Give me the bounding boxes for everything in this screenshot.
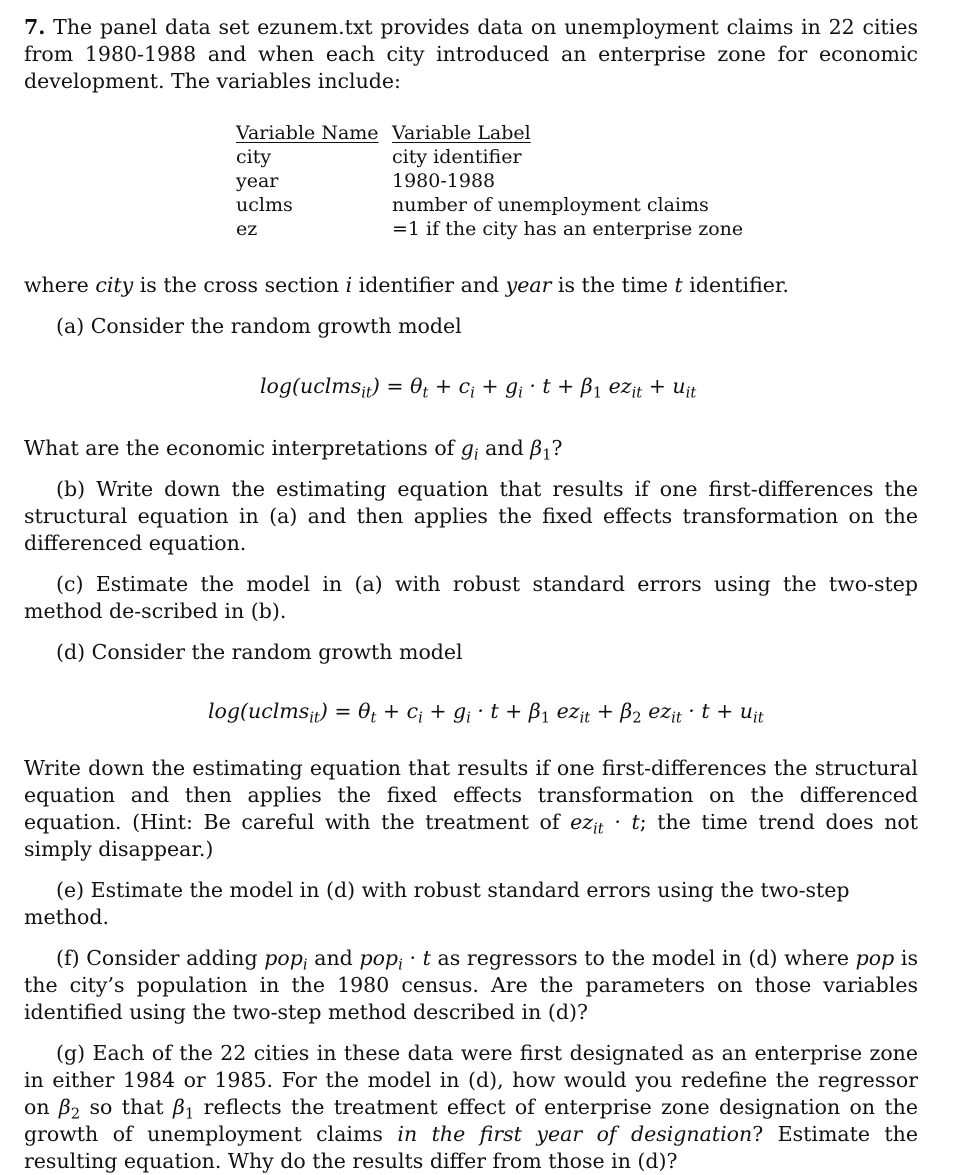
part-f-text: (f) Consider adding pop$_i$ and pop$_i$ · t as regressors to the model in (d) where pop is the city’s population in the 1980 census. Are the parameters on those variables identified using the two-step method described in (d)? — [24, 946, 919, 1024]
variable-label-cell: number of unemployment claims — [392, 194, 709, 216]
part-c-text: (c) Estimate the model in (a) with robust standard errors using the two-step method de-scribed in (b). — [24, 572, 918, 623]
part-e-text: (e) Estimate the model in (d) with robust standard errors using the two-step method. — [24, 878, 850, 929]
intro-paragraph — [24, 14, 918, 95]
variables-table-header — [236, 121, 743, 145]
table-row — [236, 169, 743, 193]
equation-d: log(uclms$_{it}$) = $\theta_t + c_i + g_i \cdot t + \beta_1$ $ez_{it} + \beta_2$ $ez_{it} \cdot t + u_{it}$ — [208, 699, 764, 727]
problem-page — [24, 14, 918, 1175]
header-variable-name: Variable Name — [236, 122, 379, 144]
intro-text: The panel data set ezunem.txt provides data on unemployment claims in 22 cities from 1980-1988 and when each city introduced an enterprise zone for economic development. The variables include: — [24, 15, 918, 93]
part-a-text: (a) Consider the random growth model — [56, 314, 462, 338]
question-number: 7. — [24, 15, 46, 39]
variables-table — [236, 121, 743, 241]
variable-name-cell: ez — [236, 218, 258, 240]
variable-name-cell: uclms — [236, 194, 293, 216]
part-b-text: (b) Write down the estimating equation that results if one first-differences the structural equation in (a) and then applies the fixed effects transformation on the differenced equation. — [24, 477, 918, 555]
equation-a: log(uclms$_{it}$) = $\theta_t + c_i + g_i \cdot t + \beta_1$ $ez_{it} + u_{it}$ — [260, 374, 697, 402]
table-row — [236, 145, 743, 169]
variable-name-cell: year — [236, 170, 279, 192]
variable-name-cell: city — [236, 146, 272, 168]
part-a-question: What are the economic interpretations of $g_i$ and $\beta_1$? — [24, 436, 563, 464]
variable-label-cell: city identifier — [392, 146, 522, 168]
where-paragraph: where city is the cross section i identifier and year is the time t identifier. — [24, 273, 789, 297]
part-d-text: (d) Consider the random growth model — [56, 640, 463, 664]
header-variable-label: Variable Label — [392, 122, 531, 144]
variable-label-cell: =1 if the city has an enterprise zone — [392, 218, 744, 240]
part-d-followup: Write down the estimating equation that results if one first-differences the structural equation and then applies the fixed effects transformation on the differenced equation. (Hint: Be careful with the treatment of $ez_{it} \cdot t$; the time trend does not simply disappear.) — [24, 756, 918, 861]
table-row — [236, 217, 743, 241]
table-row — [236, 193, 743, 217]
part-g-text: (g) Each of the 22 cities in these data were first designated as an enterprise zone in either 1984 or 1985. For the model in (d), how would you redefine the regressor on $\beta_2$ so that $\beta_1$ reflects the treatment effect of enterprise zone designation on the growth of unemployment claims in the first year of designation? Estimate the resulting equation. Why do the results differ from those in (d)? — [24, 1041, 919, 1173]
variable-label-cell: 1980-1988 — [392, 170, 496, 192]
